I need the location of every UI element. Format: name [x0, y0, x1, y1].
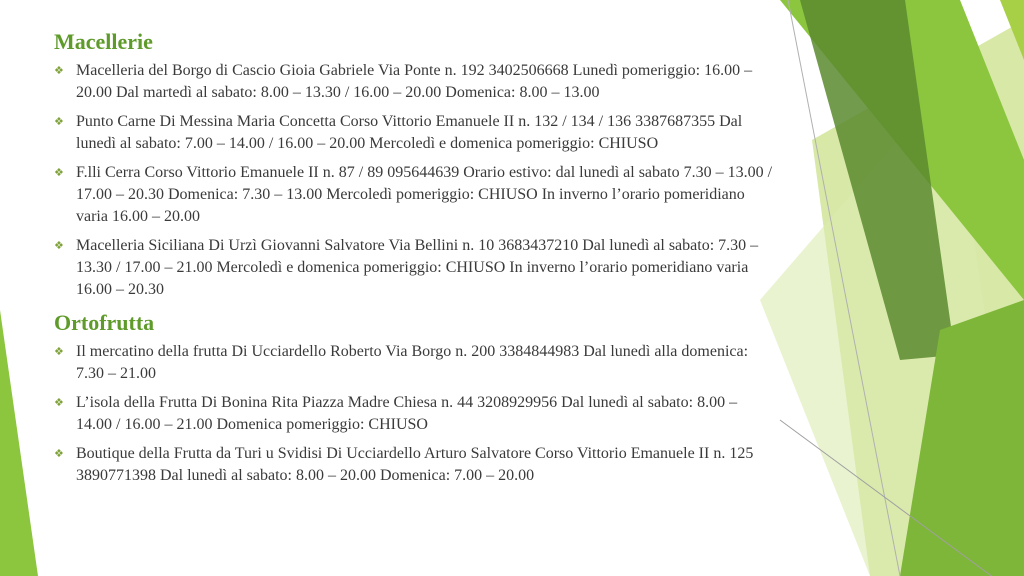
- heading-macellerie: Macellerie: [54, 29, 153, 54]
- diamond-bullet-icon: ❖: [54, 115, 64, 128]
- diamond-bullet-icon: ❖: [54, 396, 64, 409]
- slide-content: [54, 28, 774, 494]
- list-item-text: F.lli Cerra Corso Vittorio Emanuele II n. 87 / 89 095644639 Orario estivo: dal lunedì al sabato 7.30 – 13.00 / 17.00 – 20.30 Domenica: 7.30 – 13.00 Mercoledì pomeriggio: CHIUSO In inverno l’orario pomeridiano varia 16.00 – 20.00: [76, 164, 773, 225]
- list-ortofrutta: [54, 341, 774, 487]
- list-item-text: Il mercatino della frutta Di Ucciardello Roberto Via Borgo n. 200 3384844983 Dal lunedì alla domenica: 7.30 – 21.00: [76, 343, 749, 382]
- diamond-bullet-icon: ❖: [54, 447, 64, 460]
- list-item: [54, 341, 774, 385]
- list-macellerie: [54, 60, 774, 301]
- list-item: [54, 162, 774, 228]
- diamond-bullet-icon: ❖: [54, 64, 64, 77]
- list-item: [54, 235, 774, 301]
- list-item-text: Macelleria del Borgo di Cascio Gioia Gabriele Via Ponte n. 192 3402506668 Lunedì pomeriggio: 16.00 – 20.00 Dal martedì al sabato: 8.00 – 13.30 / 16.00 – 20.00 Domenica: 8.00 – 13.00: [76, 62, 753, 101]
- list-item: [54, 443, 774, 487]
- list-item-text: Punto Carne Di Messina Maria Concetta Corso Vittorio Emanuele II n. 132 / 134 / 136 3387687355 Dal lunedì al sabato: 7.00 – 14.00 / 16.00 – 20.00 Mercoledì e domenica pomeriggio: CHIUSO: [76, 113, 743, 152]
- list-item: [54, 60, 774, 104]
- list-item-text: L’isola della Frutta Di Bonina Rita Piazza Madre Chiesa n. 44 3208929956 Dal lunedì al sabato: 8.00 – 14.00 / 16.00 – 21.00 Domenica pomeriggio: CHIUSO: [76, 394, 738, 433]
- list-item-text: Macelleria Siciliana Di Urzì Giovanni Salvatore Via Bellini n. 10 3683437210 Dal lunedì al sabato: 7.30 – 13.30 / 17.00 – 21.00 Mercoledì e domenica pomeriggio: CHIUSO In inverno l’orario pomeridiano varia 16.00 – 20.30: [76, 237, 759, 298]
- diamond-bullet-icon: ❖: [54, 345, 64, 358]
- list-item: [54, 392, 774, 436]
- heading-ortofrutta: Ortofrutta: [54, 310, 155, 335]
- diamond-bullet-icon: ❖: [54, 166, 64, 179]
- diamond-bullet-icon: ❖: [54, 239, 64, 252]
- list-item-text: Boutique della Frutta da Turi u Svidisi Di Ucciardello Arturo Salvatore Corso Vittorio Emanuele II n. 125 3890771398 Dal lunedì al sabato: 8.00 – 20.00 Domenica: 7.00 – 20.00: [76, 445, 754, 484]
- deco-left-sliver: [0, 310, 38, 576]
- list-item: [54, 111, 774, 155]
